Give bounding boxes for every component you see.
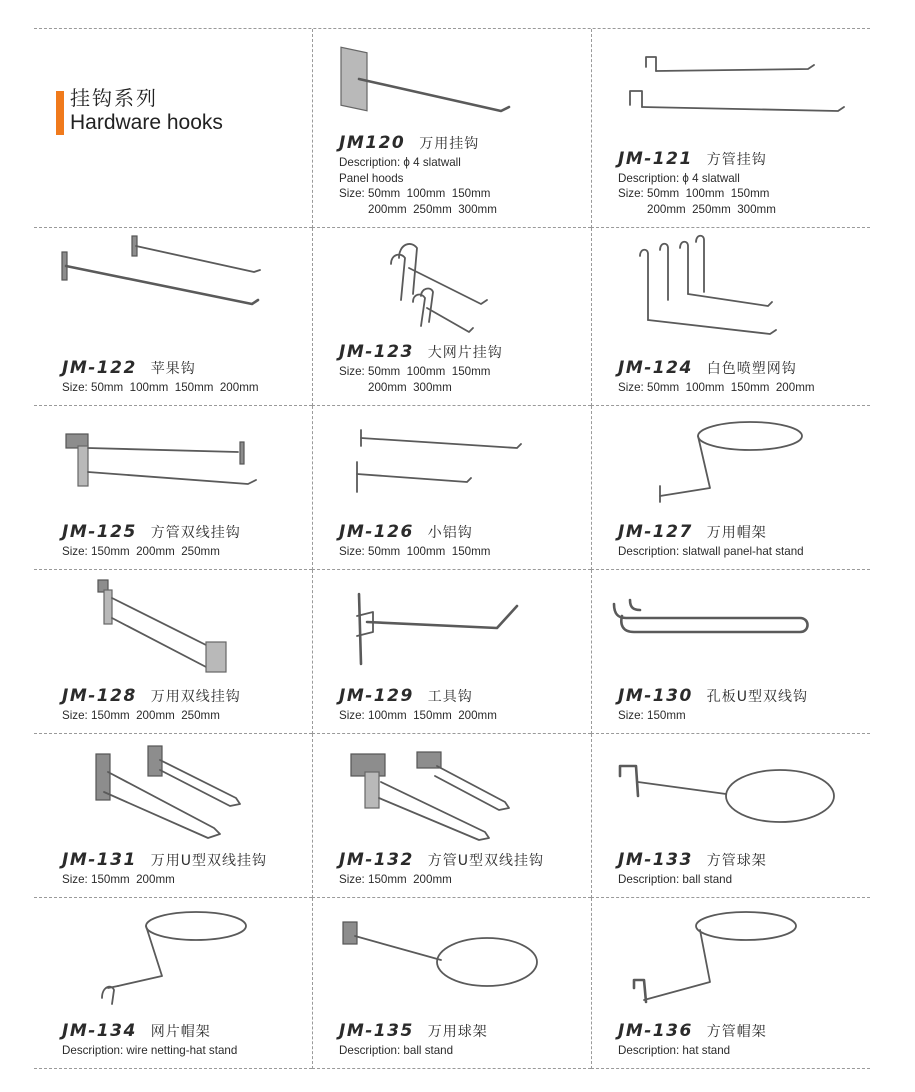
ball-stand-icon (600, 736, 860, 846)
product-name: 大网片挂钩 (427, 345, 503, 361)
u-double-wire-hook-icon (42, 736, 302, 846)
product-card (312, 406, 591, 570)
product-grid (34, 28, 870, 1069)
square-tube-hook-icon (600, 31, 860, 141)
product-code: JM-125 (62, 521, 137, 542)
product-name: 小铝钩 (427, 524, 473, 541)
product-code: JM-134 (62, 1020, 137, 1041)
product-name: 方管球架 (706, 852, 767, 869)
slatwall-ball-stand-icon (321, 900, 581, 1010)
white-coated-net-hook-icon (600, 230, 860, 340)
product-description: Size: 150mm 200mm 250mm (62, 544, 220, 558)
product-name: 白色喷塑网钩 (706, 360, 797, 377)
product-card (591, 898, 870, 1069)
product-name: 万用双线挂钩 (150, 688, 241, 705)
product-card (34, 228, 312, 406)
product-code: JM-123 (339, 342, 414, 362)
product-name: 网片帽架 (150, 1023, 211, 1040)
product-card (312, 898, 591, 1069)
square-tube-u-hook-icon (321, 736, 581, 846)
product-description: Size: 50mm 100mm 150mm 200mm (62, 380, 259, 394)
product-code: JM-124 (618, 357, 693, 378)
product-description: Size: 50mm 100mm 150mm 200mm 300mm (339, 365, 491, 394)
product-card (591, 734, 870, 898)
product-name: 工具钩 (427, 688, 473, 705)
product-card (34, 570, 312, 734)
product-code: JM-131 (62, 849, 137, 870)
title-english: Hardware hooks (70, 111, 223, 134)
product-code: JM-129 (339, 685, 414, 706)
product-description: Description: wire netting-hat stand (62, 1043, 238, 1057)
tool-hook-icon (321, 572, 581, 682)
product-description: Description: ball stand (339, 1043, 454, 1057)
product-description: Size: 150mm (618, 708, 686, 722)
product-description: Size: 50mm 100mm 150mm 200mm (618, 380, 815, 394)
double-wire-hook-icon (42, 572, 302, 682)
slatwall-hook-icon (321, 31, 581, 141)
product-description: Description: ϕ 4 slatwall Panel hoods Size: 50mm 100mm 150mm 200mm 250mm 300mm (339, 156, 497, 216)
pegboard-u-hook-icon (600, 572, 860, 682)
product-code: JM-121 (618, 148, 693, 169)
product-code: JM-126 (339, 521, 414, 542)
product-card (312, 29, 591, 228)
product-card (591, 228, 870, 406)
product-name: 孔板U型双线钩 (706, 688, 809, 705)
product-name: 万用球架 (427, 1023, 488, 1040)
product-code: JM-136 (618, 1020, 693, 1041)
grid-panel-hook-icon (321, 230, 581, 340)
product-description: Size: 150mm 200mm 250mm (62, 708, 220, 722)
product-card (34, 898, 312, 1069)
product-card (34, 734, 312, 898)
product-code: JM-132 (339, 849, 414, 870)
square-tube-hat-stand-icon (600, 900, 860, 1010)
product-card (591, 29, 870, 228)
product-name: 万用帽架 (706, 524, 767, 541)
catalog-title (56, 85, 223, 135)
product-name: 方管帽架 (706, 1023, 767, 1040)
product-description: Size: 100mm 150mm 200mm (339, 708, 497, 722)
product-code: JM-135 (339, 1020, 414, 1041)
product-name: 方管挂钩 (706, 151, 767, 168)
square-tube-double-hook-icon (42, 408, 302, 518)
product-description: Description: ball stand (618, 872, 733, 886)
product-name: 万用U型双线挂钩 (150, 852, 268, 869)
product-name: 方管双线挂钩 (150, 524, 241, 541)
product-name: 苹果钩 (150, 360, 196, 377)
title-chinese: 挂钩系列 (70, 86, 158, 110)
title-accent-bar (56, 91, 64, 135)
hat-stand-icon (600, 408, 860, 518)
product-code: JM-127 (618, 521, 693, 542)
product-description: Size: 150mm 200mm (339, 872, 452, 886)
product-description: Size: 50mm 100mm 150mm (339, 544, 491, 558)
product-description: Description: slatwall panel-hat stand (618, 544, 804, 558)
product-card (312, 228, 591, 406)
apple-hook-icon (42, 230, 302, 340)
product-card (312, 734, 591, 898)
product-description: Description: ϕ 4 slatwall Size: 50mm 100mm 150mm 200mm 250mm 300mm (618, 171, 776, 216)
product-name: 万用挂钩 (419, 136, 480, 152)
product-card (312, 570, 591, 734)
product-name: 方管U型双线挂钩 (427, 852, 545, 869)
product-card (34, 406, 312, 570)
product-code: JM-122 (62, 357, 137, 378)
product-card (591, 406, 870, 570)
product-description: Size: 150mm 200mm (62, 872, 175, 886)
header-cell (34, 29, 312, 228)
product-card (591, 570, 870, 734)
product-code: JM120 (339, 133, 406, 153)
product-code: JM-128 (62, 685, 137, 706)
small-aluminum-hook-icon (321, 408, 581, 518)
wire-netting-hat-stand-icon (42, 900, 302, 1010)
product-description: Description: hat stand (618, 1043, 731, 1057)
product-code: JM-130 (618, 685, 693, 706)
product-code: JM-133 (618, 849, 693, 870)
